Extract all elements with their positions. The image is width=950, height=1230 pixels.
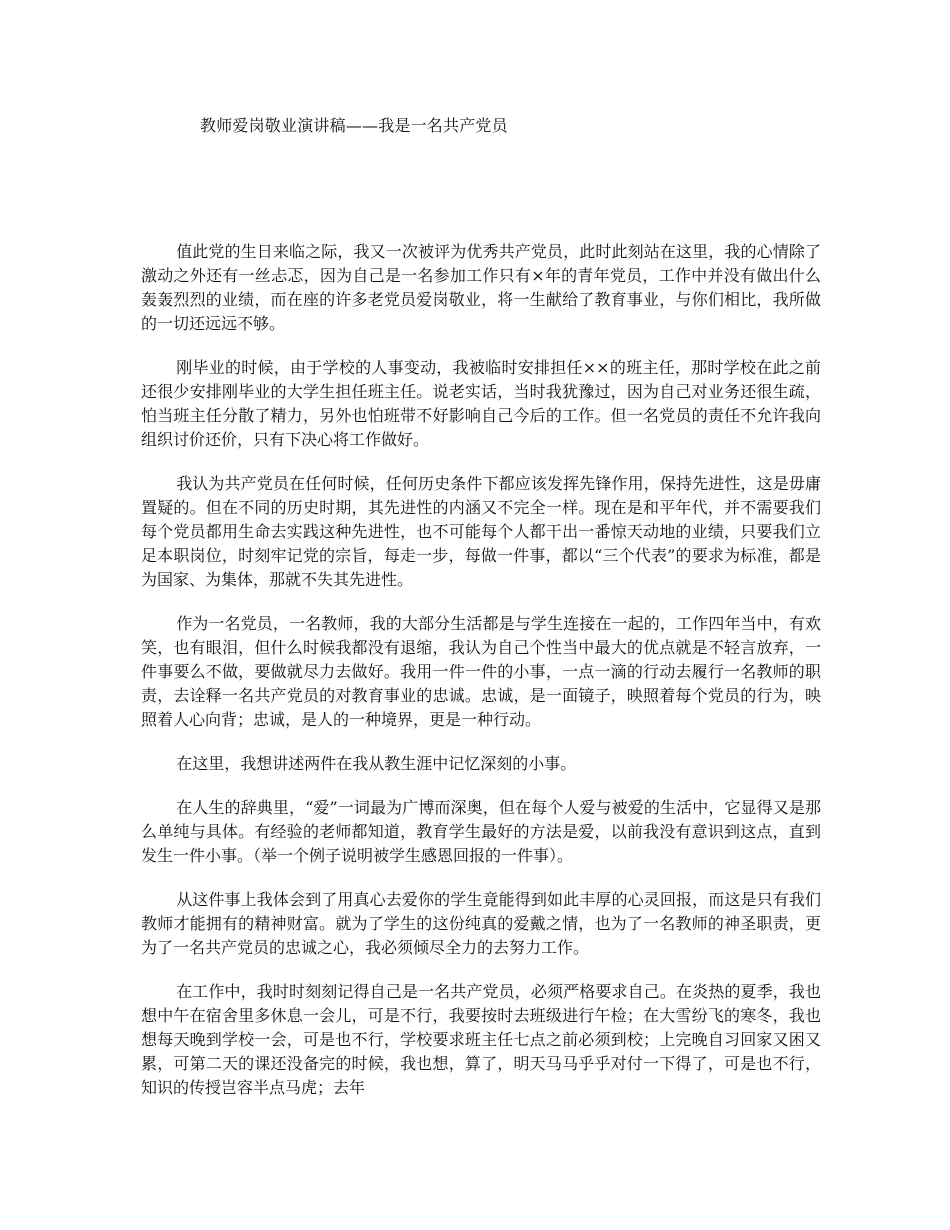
- document-title: 教师爱岗敬业演讲稿——我是一名共产党员: [200, 116, 508, 135]
- paragraph: 刚毕业的时候，由于学校的人事变动，我被临时安排担任××的班主任，那时学校在此之前还很少安排刚毕业的大学生担任班主任。说老实话，当时我犹豫过，因为自己对业务还很生疏，怕当班主任分散了精力，另外也怕班带不好影响自己今后的工作。但一名党员的责任不允许我向组织讨价还价，只有下决心将工作做好。: [141, 358, 821, 449]
- document-body: [141, 240, 821, 1120]
- paragraph: 在工作中，我时时刻刻记得自己是一名共产党员，必须严格要求自己。在炎热的夏季，我也想中午在宿舍里多休息一会儿，可是不行，我要按时去班级进行午检；在大雪纷飞的寒冬，我也想每天晚到学校一会，可是也不行，学校要求班主任七点之前必须到校；上完晚自习回家又困又累，可第二天的课还没备完的时候，我也想，算了，明天马马乎乎对付一下得了，可是也不行，知识的传授岂容半点马虎；去年: [141, 982, 821, 1097]
- paragraph: 我认为共产党员在任何时候，任何历史条件下都应该发挥先锋作用，保持先进性，这是毋庸置疑的。但在不同的历史时期，其先进性的内涵又不完全一样。现在是和平年代，并不需要我们每个党员都用生命去实践这种先进性，也不可能每个人都干出一番惊天动地的业绩，只要我们立足本职岗位，时刻牢记党的宗旨，每走一步，每做一件事，都以“三个代表”的要求为标准，都是为国家、为集体，那就不失其先进性。: [141, 474, 821, 589]
- paragraph: 在人生的辞典里，“爱”一词最为广博而深奥，但在每个人爱与被爱的生活中，它显得又是那么单纯与具体。有经验的老师都知道，教育学生最好的方法是爱，以前我没有意识到这点，直到发生一件小事。（举一个例子说明被学生感恩回报的一件事）。: [141, 798, 821, 865]
- paragraph: 作为一名党员，一名教师，我的大部分生活都是与学生连接在一起的，工作四年当中，有欢笑，也有眼泪，但什么时候我都没有退缩，我认为自己个性当中最大的优点就是不轻言放弃，一件事要么不做，要做就尽力去做好。我用一件一件的小事，一点一滴的行动去履行一名教师的职责，去诠释一名共产党员的对教育事业的忠诚。忠诚，是一面镜子，映照着每个党员的行为，映照着人心向背；忠诚，是人的一种境界，更是一种行动。: [141, 614, 821, 729]
- paragraph: 值此党的生日来临之际，我又一次被评为优秀共产党员，此时此刻站在这里，我的心情除了激动之外还有一丝忐忑，因为自己是一名参加工作只有×年的青年党员，工作中并没有做出什么轰轰烈烈的业绩，而在座的许多老党员爱岗敬业，将一生献给了教育事业，与你们相比，我所做的一切还远远不够。: [141, 242, 821, 333]
- paragraph: 从这件事上我体会到了用真心去爱你的学生竟能得到如此丰厚的心灵回报，而这是只有我们教师才能拥有的精神财富。就为了学生的这份纯真的爱戴之情，也为了一名教师的神圣职责，更为了一名共产党员的忠诚之心，我必须倾尽全力的去努力工作。: [141, 890, 821, 957]
- paragraph: 在这里，我想讲述两件在我从教生涯中记忆深刻的小事。: [176, 754, 577, 773]
